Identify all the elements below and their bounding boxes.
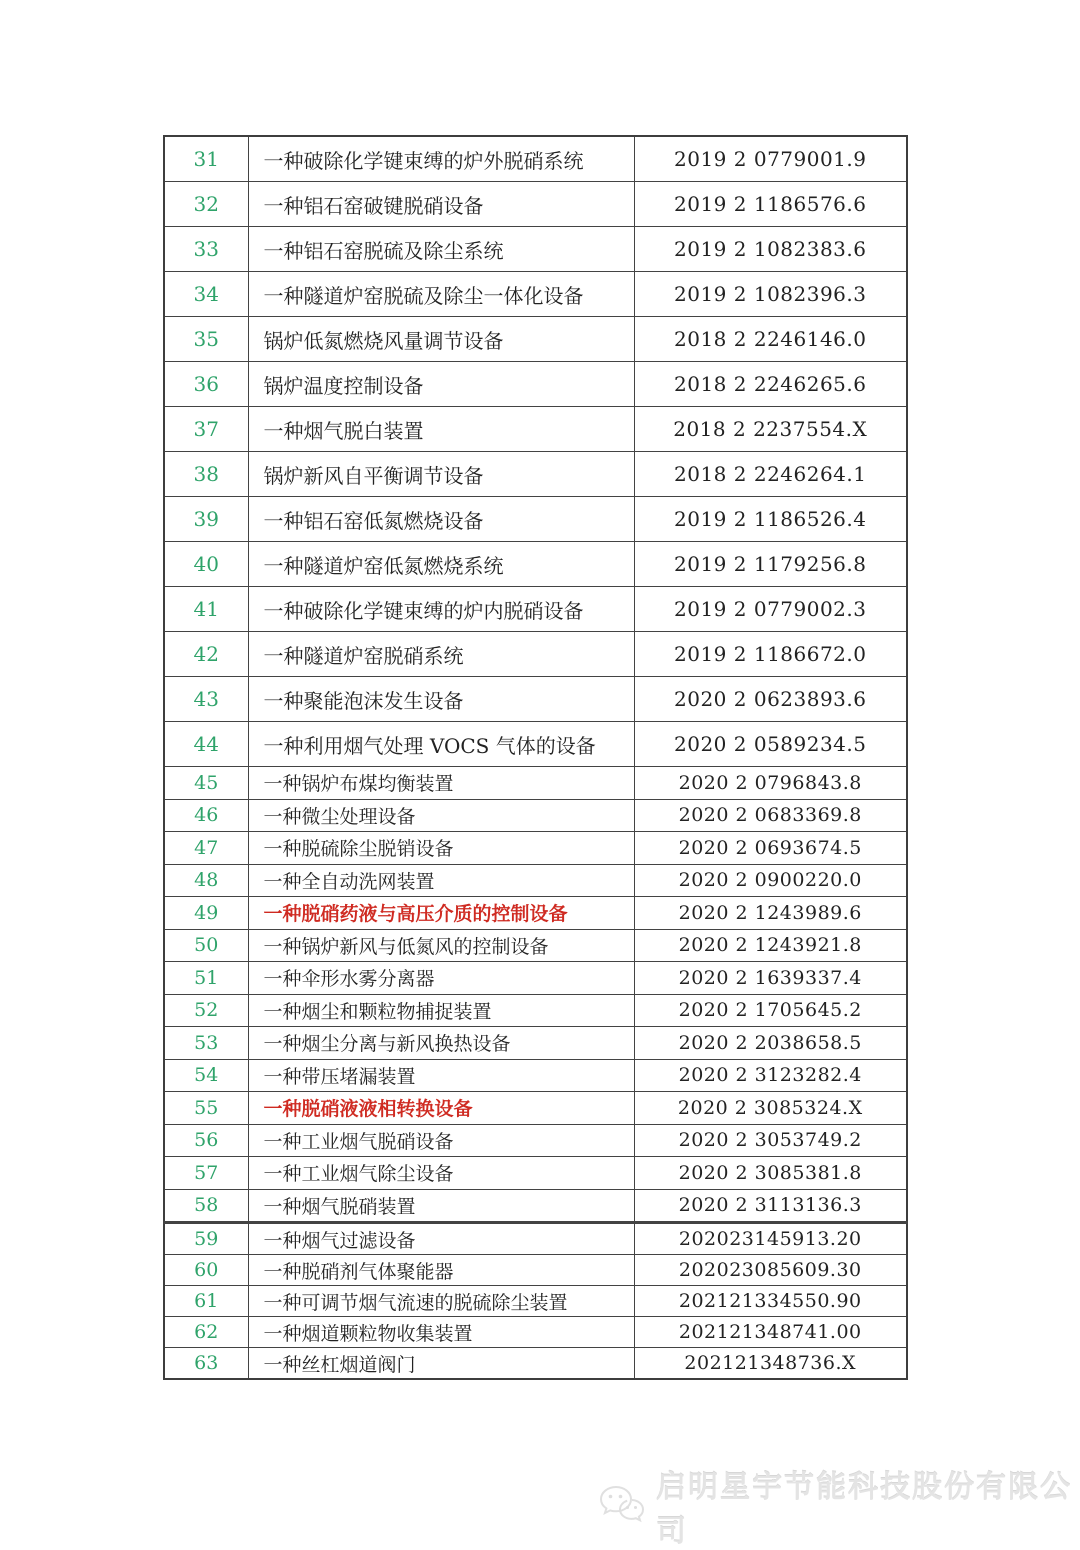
row-number-cell: 48 xyxy=(164,864,248,897)
patent-number-cell: 202121334550.90 xyxy=(634,1286,907,1317)
row-number-cell: 56 xyxy=(164,1124,248,1157)
patent-number-cell: 2018 2 2237554.X xyxy=(634,407,907,452)
patent-name-cell: 一种全自动洗网装置 xyxy=(248,864,634,897)
patent-name-cell: 一种烟气过滤设备 xyxy=(248,1223,634,1255)
patent-number-cell: 202023145913.20 xyxy=(634,1223,907,1255)
row-number-cell: 44 xyxy=(164,722,248,767)
table-row xyxy=(164,832,907,865)
patent-name-cell: 一种隧道炉窑低氮燃烧系统 xyxy=(248,542,634,587)
row-number-cell: 36 xyxy=(164,362,248,407)
patent-name-cell: 一种隧道炉窑脱硝系统 xyxy=(248,632,634,677)
patent-number-cell: 2020 2 0623893.6 xyxy=(634,677,907,722)
company-watermark: 启明星宇节能科技股份有限公司 xyxy=(656,1470,1072,1549)
patent-table xyxy=(163,135,908,1380)
table-row xyxy=(164,994,907,1027)
row-number-cell: 62 xyxy=(164,1317,248,1348)
table-row xyxy=(164,767,907,800)
row-number-cell: 31 xyxy=(164,136,248,182)
table-row xyxy=(164,362,907,407)
table-row xyxy=(164,799,907,832)
patent-name-cell: 一种带压堵漏装置 xyxy=(248,1059,634,1092)
row-number-cell: 43 xyxy=(164,677,248,722)
table-row xyxy=(164,497,907,542)
table-row xyxy=(164,452,907,497)
patent-number-cell: 2020 2 1243989.6 xyxy=(634,897,907,930)
table-row xyxy=(164,1223,907,1255)
table-row xyxy=(164,182,907,227)
patent-number-cell: 2018 2 2246146.0 xyxy=(634,317,907,362)
patent-number-cell: 2020 2 1243921.8 xyxy=(634,929,907,962)
patent-name-cell: 一种伞形水雾分离器 xyxy=(248,962,634,995)
patent-name-cell: 一种锅炉新风与低氮风的控制设备 xyxy=(248,929,634,962)
table-row xyxy=(164,1092,907,1125)
patent-name-cell: 一种工业烟气脱硝设备 xyxy=(248,1124,634,1157)
patent-name-cell: 一种隧道炉窑脱硫及除尘一体化设备 xyxy=(248,272,634,317)
row-number-cell: 53 xyxy=(164,1027,248,1060)
patent-name-cell: 一种烟气脱白装置 xyxy=(248,407,634,452)
patent-number-cell: 2020 2 1705645.2 xyxy=(634,994,907,1027)
patent-name-cell: 一种烟尘和颗粒物捕捉装置 xyxy=(248,994,634,1027)
table-row xyxy=(164,1255,907,1286)
patent-name-cell: 一种丝杠烟道阀门 xyxy=(248,1348,634,1380)
row-number-cell: 50 xyxy=(164,929,248,962)
row-number-cell: 52 xyxy=(164,994,248,1027)
patent-name-cell: 一种微尘处理设备 xyxy=(248,799,634,832)
table-row xyxy=(164,136,907,182)
patent-name-cell: 一种脱硝剂气体聚能器 xyxy=(248,1255,634,1286)
table-row xyxy=(164,407,907,452)
patent-name-cell: 一种烟气脱硝装置 xyxy=(248,1189,634,1223)
patent-number-cell: 2018 2 2246264.1 xyxy=(634,452,907,497)
table-row xyxy=(164,272,907,317)
patent-number-cell: 2020 2 2038658.5 xyxy=(634,1027,907,1060)
patent-number-cell: 2020 2 3085381.8 xyxy=(634,1157,907,1190)
patent-number-cell: 2020 2 0900220.0 xyxy=(634,864,907,897)
table-row xyxy=(164,632,907,677)
table-row xyxy=(164,227,907,272)
row-number-cell: 47 xyxy=(164,832,248,865)
patent-name-cell: 一种聚能泡沫发生设备 xyxy=(248,677,634,722)
table-row xyxy=(164,897,907,930)
table-row xyxy=(164,1124,907,1157)
table-row xyxy=(164,1059,907,1092)
row-number-cell: 34 xyxy=(164,272,248,317)
patent-number-cell: 2020 2 0796843.8 xyxy=(634,767,907,800)
patent-number-cell: 2020 2 1639337.4 xyxy=(634,962,907,995)
patent-table-body xyxy=(164,136,907,1379)
patent-number-cell: 2020 2 3085324.X xyxy=(634,1092,907,1125)
row-number-cell: 38 xyxy=(164,452,248,497)
row-number-cell: 51 xyxy=(164,962,248,995)
patent-name-cell: 一种破除化学键束缚的炉内脱硝设备 xyxy=(248,587,634,632)
row-number-cell: 57 xyxy=(164,1157,248,1190)
table-row xyxy=(164,317,907,362)
patent-number-cell: 2019 2 1186672.0 xyxy=(634,632,907,677)
patent-name-cell: 锅炉低氮燃烧风量调节设备 xyxy=(248,317,634,362)
patent-number-cell: 2019 2 1179256.8 xyxy=(634,542,907,587)
table-row xyxy=(164,1027,907,1060)
table-row xyxy=(164,1286,907,1317)
patent-name-cell: 锅炉新风自平衡调节设备 xyxy=(248,452,634,497)
table-row xyxy=(164,864,907,897)
row-number-cell: 58 xyxy=(164,1189,248,1223)
row-number-cell: 33 xyxy=(164,227,248,272)
row-number-cell: 40 xyxy=(164,542,248,587)
row-number-cell: 49 xyxy=(164,897,248,930)
patent-name-cell: 一种破除化学键束缚的炉外脱硝系统 xyxy=(248,136,634,182)
patent-name-cell: 一种烟道颗粒物收集装置 xyxy=(248,1317,634,1348)
patent-number-cell: 2020 2 3123282.4 xyxy=(634,1059,907,1092)
row-number-cell: 61 xyxy=(164,1286,248,1317)
wechat-icon xyxy=(598,1484,646,1528)
patent-name-cell: 一种利用烟气处理 VOCS 气体的设备 xyxy=(248,722,634,767)
patent-number-cell: 202121348736.X xyxy=(634,1348,907,1380)
patent-number-cell: 2019 2 1186576.6 xyxy=(634,182,907,227)
row-number-cell: 45 xyxy=(164,767,248,800)
row-number-cell: 39 xyxy=(164,497,248,542)
patent-number-cell: 2018 2 2246265.6 xyxy=(634,362,907,407)
table-row xyxy=(164,542,907,587)
patent-name-cell: 一种铝石窑脱硫及除尘系统 xyxy=(248,227,634,272)
patent-name-cell: 一种锅炉布煤均衡装置 xyxy=(248,767,634,800)
patent-number-cell: 2019 2 1186526.4 xyxy=(634,497,907,542)
row-number-cell: 32 xyxy=(164,182,248,227)
table-row xyxy=(164,722,907,767)
patent-number-cell: 2019 2 1082383.6 xyxy=(634,227,907,272)
patent-name-cell: 一种脱硝药液与高压介质的控制设备 xyxy=(248,897,634,930)
patent-number-cell: 2019 2 0779001.9 xyxy=(634,136,907,182)
row-number-cell: 63 xyxy=(164,1348,248,1380)
patent-name-cell: 锅炉温度控制设备 xyxy=(248,362,634,407)
patent-name-cell: 一种脱硫除尘脱销设备 xyxy=(248,832,634,865)
row-number-cell: 55 xyxy=(164,1092,248,1125)
row-number-cell: 37 xyxy=(164,407,248,452)
row-number-cell: 41 xyxy=(164,587,248,632)
patent-number-cell: 202121348741.00 xyxy=(634,1317,907,1348)
patent-number-cell: 2020 2 0693674.5 xyxy=(634,832,907,865)
table-row xyxy=(164,677,907,722)
patent-name-cell: 一种烟尘分离与新风换热设备 xyxy=(248,1027,634,1060)
table-row xyxy=(164,587,907,632)
row-number-cell: 35 xyxy=(164,317,248,362)
patent-number-cell: 2020 2 3053749.2 xyxy=(634,1124,907,1157)
patent-number-cell: 2019 2 1082396.3 xyxy=(634,272,907,317)
row-number-cell: 46 xyxy=(164,799,248,832)
table-row xyxy=(164,929,907,962)
patent-name-cell: 一种可调节烟气流速的脱硫除尘装置 xyxy=(248,1286,634,1317)
patent-number-cell: 2020 2 0589234.5 xyxy=(634,722,907,767)
patent-list xyxy=(163,135,908,1380)
patent-number-cell: 2019 2 0779002.3 xyxy=(634,587,907,632)
patent-name-cell: 一种脱硝液液相转换设备 xyxy=(248,1092,634,1125)
table-row xyxy=(164,1157,907,1190)
patent-number-cell: 2020 2 0683369.8 xyxy=(634,799,907,832)
row-number-cell: 59 xyxy=(164,1223,248,1255)
patent-name-cell: 一种铝石窑低氮燃烧设备 xyxy=(248,497,634,542)
patent-number-cell: 2020 2 3113136.3 xyxy=(634,1189,907,1223)
table-row xyxy=(164,1317,907,1348)
table-row xyxy=(164,1348,907,1380)
patent-name-cell: 一种铝石窑破键脱硝设备 xyxy=(248,182,634,227)
row-number-cell: 54 xyxy=(164,1059,248,1092)
row-number-cell: 60 xyxy=(164,1255,248,1286)
patent-name-cell: 一种工业烟气除尘设备 xyxy=(248,1157,634,1190)
table-row xyxy=(164,1189,907,1223)
watermark-footer xyxy=(598,1462,1080,1550)
row-number-cell: 42 xyxy=(164,632,248,677)
patent-number-cell: 202023085609.30 xyxy=(634,1255,907,1286)
table-row xyxy=(164,962,907,995)
